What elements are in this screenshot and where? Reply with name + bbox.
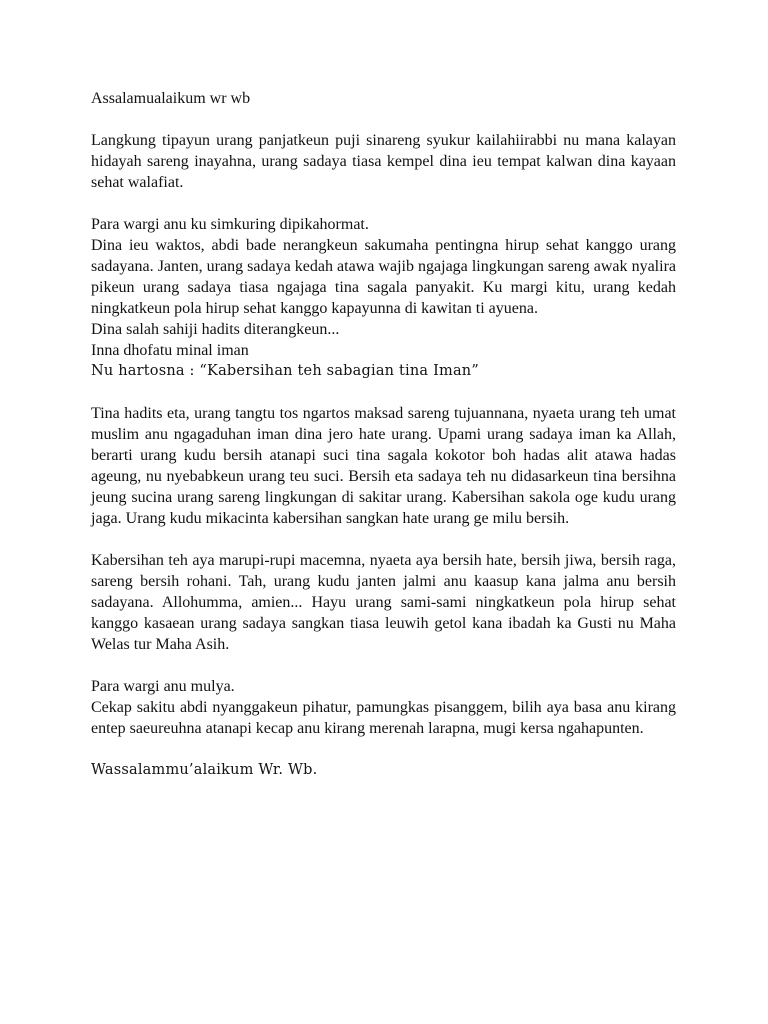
paragraph-kabersihan: Kabersihan teh aya marupi-rupi macemna, nyaeta aya bersih hate, bersih jiwa, bersih raga, sareng bersih rohani. Tah, urang kudu janten jalmi anu kaasup kana jalma anu bersih sadayana. Allohumma, amien... Hayu urang sami-sami ningkatkeun pola hirup sehat kanggo kasaean urang sadaya sangkan tiasa leuwih getol kana ibadah ka Gusti nu Maha Welas tur Maha Asih.	[91, 552, 676, 653]
address-line-1: Para wargi anu ku simkuring dipikahormat.	[91, 216, 369, 233]
blank-line	[91, 382, 676, 403]
paragraph-opening: Langkung tipayun urang panjatkeun puji sinareng syukur kailahiirabbi nu mana kalayan hidayah sareng inayahna, urang sadaya tiasa kempel dina ieu tempat kalwan dina kayaan sehat walafiat.	[91, 132, 676, 191]
blank-line	[91, 655, 676, 676]
address-line-2: Para wargi anu mulya.	[91, 678, 235, 695]
blank-line	[91, 739, 676, 760]
document-body	[91, 88, 676, 781]
paragraph-health: Dina ieu waktos, abdi bade nerangkeun sakumaha pentingna hirup sehat kanggo urang sadayana. Janten, urang sadaya kedah atawa wajib ngajaga lingkungan sareng awak nyalira pikeun urang sadaya tiasa ngajaga tina sagala panyakit. Ku margi kitu, urang kedah ningkatkeun pola hirup sehat kanggo kapayunna di kawitan ti ayuena.	[91, 237, 676, 317]
paragraph-iman: Tina hadits eta, urang tangtu tos ngartos maksad sareng tujuannana, nyaeta urang teh umat muslim anu ngagaduhan iman dina jero hate urang. Upami urang sadaya iman ka Allah, berarti urang kudu bersih atanapi suci tina sagala kokotor boh hadas alit atawa hadas ageung, nu nyebabkeun urang teu suci. Bersih eta sadaya teh nu didasarkeun tina bersihna jeung sucina urang sareng lingkungan di sakitar urang. Kabersihan sakola oge kudu urang jaga. Urang kudu mikacinta kabersihan sangkan hate urang ge milu bersih.	[91, 405, 676, 527]
hadits-quote-line: Inna dhofatu minal iman	[91, 342, 249, 359]
blank-line	[91, 109, 676, 130]
blank-line	[91, 529, 676, 550]
paragraph-apology: Cekap sakitu abdi nyanggakeun pihatur, pamungkas pisanggem, bilih aya basa anu kirang entep saeureuhna atanapi kecap anu kirang merenah larapna, mugi kersa ngahapunten.	[91, 699, 676, 737]
opening-salutation: Assalamualaikum wr wb	[91, 90, 251, 107]
closing-salutation: Wassalammu’alaikum Wr. Wb.	[91, 762, 318, 778]
blank-line	[91, 193, 676, 214]
hadits-meaning-line: Nu hartosna : “Kabersihan teh sabagian tina Iman”	[91, 363, 479, 379]
hadits-intro-line: Dina salah sahiji hadits diterangkeun...	[91, 321, 340, 338]
